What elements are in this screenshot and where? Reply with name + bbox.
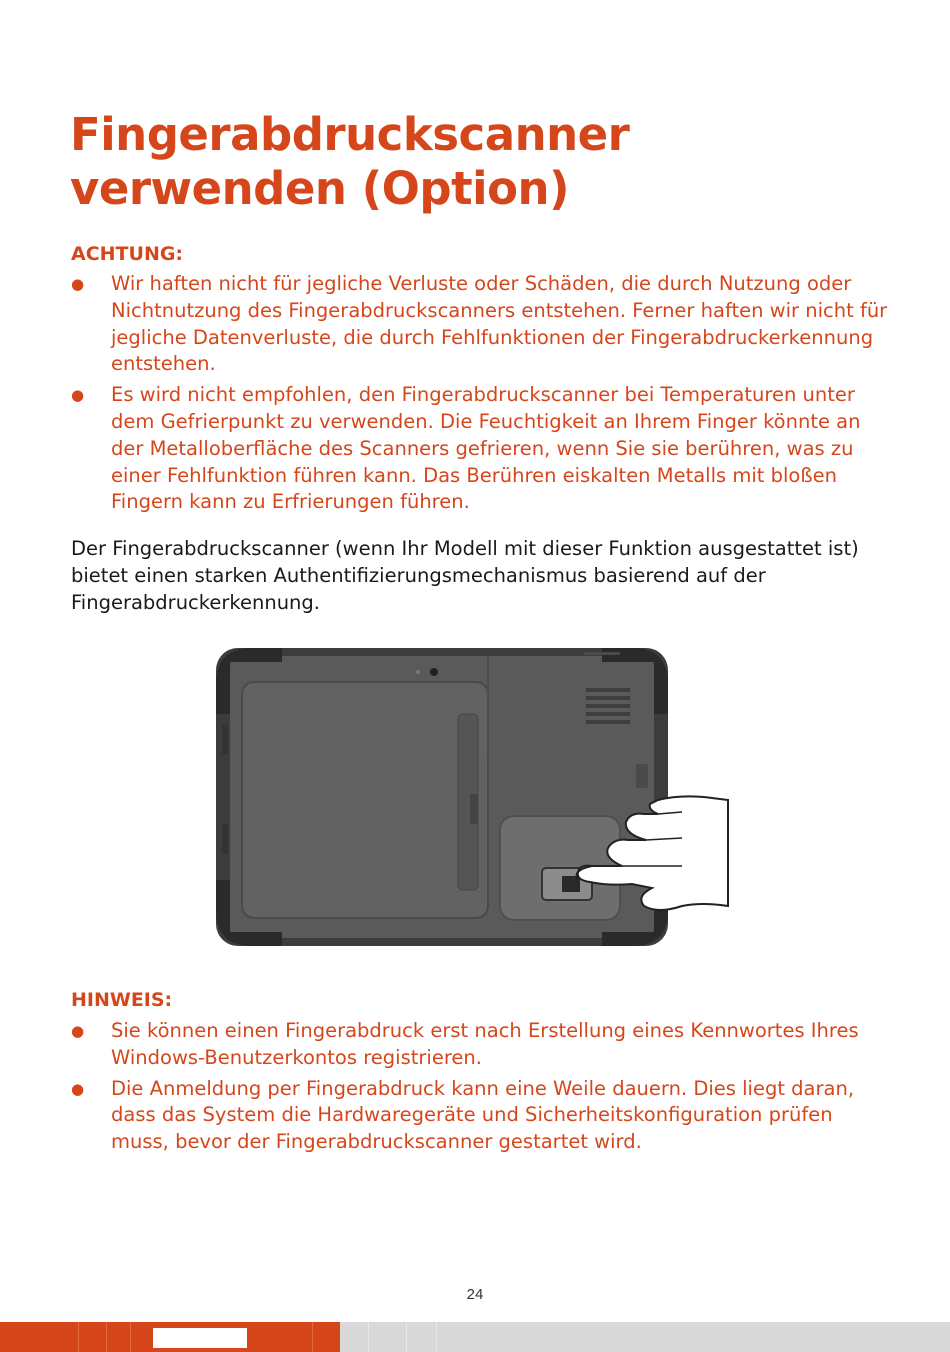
- caution-list: [71, 271, 891, 520]
- footer-divider: [78, 1322, 79, 1352]
- list-item: [71, 1018, 891, 1072]
- footer-divider: [436, 1322, 437, 1352]
- footer-divider: [312, 1322, 313, 1352]
- list-item: [71, 271, 891, 378]
- bullet-icon: ●: [71, 275, 85, 293]
- page-number: 24: [466, 1286, 484, 1303]
- note-item-text: Sie können einen Fingerabdruck erst nach Erstellung eines Kennwortes Ihres Windows-Benutzerkontos registrieren.: [111, 1019, 859, 1069]
- footer-highlight: [153, 1328, 247, 1348]
- list-item: [71, 382, 891, 516]
- tablet-fingerprint-illustration: [212, 644, 742, 950]
- bullet-icon: ●: [71, 386, 85, 405]
- caution-item-text: Wir haften nicht für jegliche Verluste oder Schäden, die durch Nutzung oder Nichtnutzung des Fingerabdruckscanners entstehen. Ferner haften wir nicht für jegliche Datenverluste, die durch Fehlfunktionen der Fingerabdruckerkennung entstehen.: [111, 272, 888, 376]
- list-item: [71, 1076, 891, 1156]
- page-title: Fingerabdruckscanner verwenden (Option): [70, 108, 630, 215]
- caution-item-text: Es wird nicht empfohlen, den Fingerabdruckscanner bei Temperaturen unter dem Gefrierpunkt zu verwenden. Die Feuchtigkeit an Ihrem Finger könnte an der Metalloberfläche des Scanners gefrieren, wenn Sie sie berühren, was zu einer Fehlfunktion führen kann. Das Berühren eiskalten Metalls mit bloßen Fingern kann zu Erfrierungen führen.: [111, 383, 861, 514]
- note-item-text: Die Anmeldung per Fingerabdruck kann eine Weile dauern. Dies liegt daran, dass das System die Hardwaregeräte und Sicherheitskonfiguration prüfen muss, bevor der Fingerabdruckscanner gestartet wird.: [111, 1076, 855, 1154]
- footer-bar: [0, 1322, 950, 1352]
- footer-divider: [130, 1322, 131, 1352]
- footer-gray-block: [340, 1322, 950, 1352]
- footer-divider: [106, 1322, 107, 1352]
- caution-heading: ACHTUNG:: [71, 243, 184, 265]
- footer-divider: [406, 1322, 407, 1352]
- footer-divider: [368, 1322, 369, 1352]
- note-list: [71, 1018, 891, 1160]
- bullet-icon: ●: [71, 1022, 85, 1040]
- bullet-icon: ●: [71, 1079, 85, 1098]
- body-paragraph: Der Fingerabdruckscanner (wenn Ihr Modell mit dieser Funktion ausgestattet ist) bietet einen starken Authentifizierungsmechanismus basierend auf der Fingerabdruckerkennung.: [71, 537, 859, 614]
- note-heading: HINWEIS:: [71, 989, 173, 1011]
